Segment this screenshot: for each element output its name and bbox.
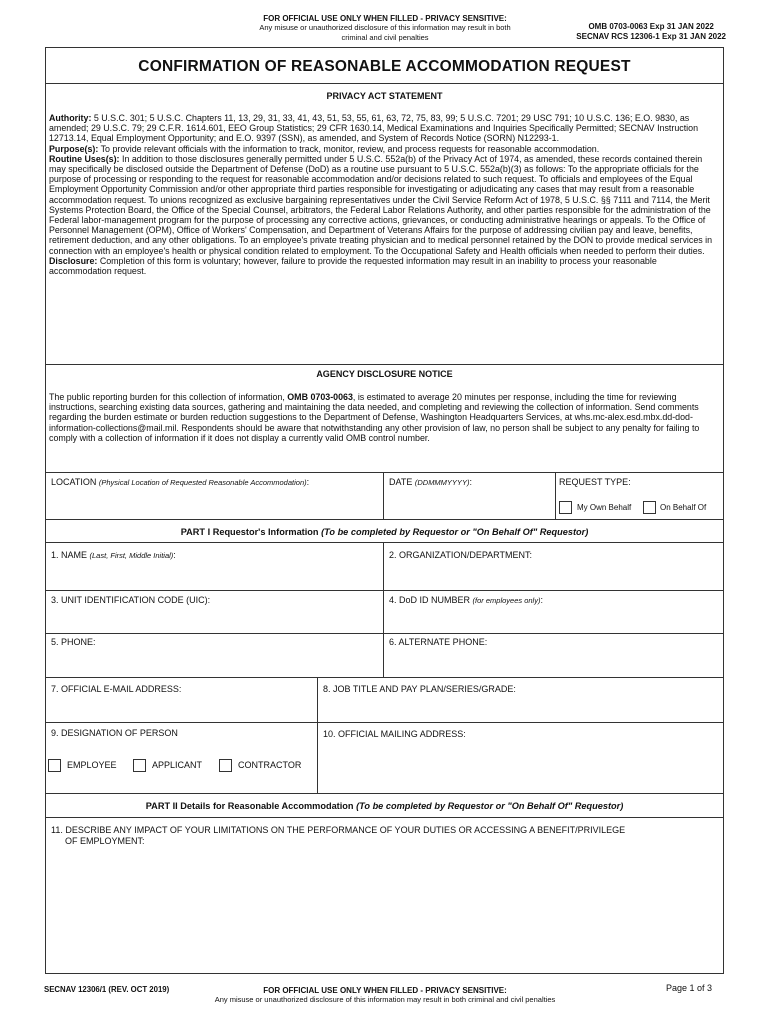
page-number: Page 1 of 3 [665,983,712,993]
footer-misuse: Any misuse or unauthorized disclosure of this information may result in both criminal and civil penalties [214,995,556,1004]
agency-disclosure-notice [49,392,719,443]
employee-checkbox[interactable] [48,759,61,772]
purpose-text: To provide relevant officials with the information to track, monitor, review, and process requests for reasonable accommodation. [100,143,600,154]
my-own-behalf-checkbox[interactable] [559,501,572,514]
dod-id-colon: : [540,595,543,605]
form-title: CONFIRMATION OF REASONABLE ACCOMMODATION REQUEST [138,58,631,75]
agency-text-a: The public reporting burden for this collection of information, [49,392,288,402]
email-field[interactable] [51,684,181,694]
alternate-phone-label: 6. ALTERNATE PHONE: [389,637,488,647]
routine-uses-text: In addition to those disclosures generally permitted under 5 U.S.C. 552a(b) of the Privacy Act of 1974, as amended, these records contained therein may specifically be disclosed outside the Department of Defense (DoD) as a routine use pursuant to 5 U.S.C. 552a(b)(3) as follows: To the appropriate officials for the purpose of processing or responding to the request for reasonable accommodation and/or decisions related to such request. To officials and employees of the Equal Employment Opportunity Commission and/or other appropriate third parties responsible for investigating or adjudicating any cases that may result from a reasonable accommodation request. To unions recognized as exclusive bargaining representatives under the Civil Service Reform Act of 1978, 5 U.S.C. §§ 7111 and 7114, the Merit Systems Protection Board, the Office of the Special Counsel, arbitrators, the Federal Labor Relations Authority, and other parties responsible for the administration of the Federal labor-management program for the purpose of processing any corrective actions, grievances, or conducting administrative hearings or appeals. To the Office of Personnel Management (OPM), Office of Workers' Compensation, and Department of Veterans Affairs for the purpose of addressing civilian pay and leave, benefits, retirement deduction, and any other obligations. To an employee's private treating physician and to medical personnel retained by the DON to provide medical services in connection with an employee's health or physical condition related to employment. To the Occupational Safety and Health officials when needed to perform their duties. [49,153,713,256]
privacy-act-statement [49,113,719,276]
date-label: DATE [389,477,413,487]
contractor-checkbox[interactable] [219,759,232,772]
date-colon: : [469,477,472,487]
uic-field[interactable] [51,595,210,605]
job-title-field[interactable] [323,684,516,694]
job-title-label: 8. JOB TITLE AND PAY PLAN/SERIES/GRADE: [323,684,516,694]
header-misuse-line2: criminal and civil penalties [341,33,429,42]
routine-uses-label: Routine Uses(s): [49,153,120,164]
impact-label-line1: 11. DESCRIBE ANY IMPACT OF YOUR LIMITATIONS ON THE PERFORMANCE OF YOUR DUTIES OR ACCESSING A BENEFIT/PRIVILEGE [51,825,626,835]
agency-text-b: , is estimated to average 20 minutes per response, including the time for reviewing instructions, searching existing data sources, gathering and maintaining the data needed, and completing and reviewing the collection of information. Send comments regarding the burden estimate or burden reduction suggestions to the Department of Defense, Washington Headquarters Services, at whs.mc-alex.esd.mbx.dd-dod-information-collections@mail.mil. Respondents should be aware that notwithstanding any other provision of law, no person shall be subject to any penalty for failing to comply with a collection of information if it does not display a currently valid OMB control number. [49,392,700,443]
divider [383,542,384,677]
dod-id-field[interactable] [389,595,543,605]
applicant-checkbox[interactable] [133,759,146,772]
employee-label: EMPLOYEE [67,760,117,770]
dod-id-hint: (for employees only) [472,596,541,605]
mailing-address-label: 10. OFFICIAL MAILING ADDRESS: [323,729,466,739]
rcs-number: SECNAV RCS 12306-1 Exp 31 JAN 2022 [576,32,726,41]
divider [45,633,724,634]
divider [45,793,724,794]
request-type-label: REQUEST TYPE: [559,477,631,487]
organization-label: 2. ORGANIZATION/DEPARTMENT: [389,550,533,560]
privacy-act-heading: PRIVACY ACT STATEMENT [326,91,443,101]
divider [555,472,556,519]
divider [45,364,724,365]
designation-label: 9. DESIGNATION OF PERSON [51,728,178,738]
phone-label: 5. PHONE: [51,637,96,647]
authority-text: 5 U.S.C. 301; 5 U.S.C. Chapters 11, 13, 29, 31, 33, 41, 43, 51, 53, 55, 61, 63, 72, 75, 83, 99; 5 U.S.C. 7201; 29 USC 791; 10 U.S.C. 136; E.O. 9830, as amended; 29 U.S.C. 79; 29 C.F.R. 1614.601, EEO Group Statistics; 29 CFR 1630.14, Medical Examinations and Inquiries Specifically Permitted; SECNAV Instruction 12713.14, Equal Employment Opportunity; and E.O. 9397 (SSN), as amended, and System of Records Notice (SORN) N12293-1. [49,113,699,144]
location-field[interactable] [51,477,309,487]
purpose-label: Purpose(s): [49,143,99,154]
part2-heading [45,801,724,811]
organization-field[interactable] [389,550,532,560]
date-field[interactable] [389,477,472,487]
footer-fouo: FOR OFFICIAL USE ONLY WHEN FILLED - PRIVACY SENSITIVE: [263,986,507,995]
part2-heading-note: (To be completed by Requestor or "On Behalf Of" Requestor) [356,801,624,811]
name-hint: (Last, First, Middle Initial) [89,551,174,560]
divider [45,472,724,473]
location-label: LOCATION [51,477,97,487]
divider [45,590,724,591]
divider [383,472,384,519]
mailing-address-field[interactable] [323,729,466,739]
part1-heading-text: PART I Requestor's Information [180,527,322,537]
agency-disclosure-heading: AGENCY DISCLOSURE NOTICE [316,369,453,379]
name-label: 1. NAME [51,550,90,560]
date-hint: (DDMMMYYYY) [414,478,470,487]
impact-label-line2: OF EMPLOYMENT: [65,836,145,846]
uic-label: 3. UNIT IDENTIFICATION CODE (UIC): [51,595,211,605]
agency-omb-number: OMB 0703-0063 [287,392,353,402]
impact-field[interactable] [51,825,625,847]
part2-heading-text: PART II Details for Reasonable Accommodation [145,801,357,811]
form-number: SECNAV 12306/1 (REV. OCT 2019) [44,985,170,994]
divider [45,722,724,723]
on-behalf-of-label: On Behalf Of [660,503,707,512]
name-field[interactable] [51,550,176,560]
omb-control [576,22,726,42]
dod-id-label: 4. DoD ID NUMBER [389,595,473,605]
header-misuse-line1: Any misuse or unauthorized disclosure of this information may result in both [259,23,511,32]
header-fouo: FOR OFFICIAL USE ONLY WHEN FILLED - PRIVACY SENSITIVE: [263,14,507,23]
disclosure-label: Disclosure: [49,255,98,266]
part1-heading [45,527,724,537]
footer-privacy-notice [160,986,610,1004]
omb-number: OMB 0703-0063 Exp 31 JAN 2022 [588,22,714,31]
authority-label: Authority: [49,113,92,123]
email-label: 7. OFFICIAL E-MAIL ADDRESS: [51,684,182,694]
location-colon: : [306,477,310,487]
on-behalf-of-checkbox[interactable] [643,501,656,514]
divider [45,817,724,818]
header-privacy-notice [210,14,560,43]
disclosure-text: Completion of this form is voluntary; however, failure to provide the requested information may result in an inability to process your reasonable accommodation request. [49,255,657,277]
divider [45,519,724,520]
divider [45,542,724,543]
name-colon: : [173,550,176,560]
contractor-label: CONTRACTOR [238,760,302,770]
part1-heading-note: (To be completed by Requestor or "On Behalf Of" Requestor) [321,527,589,537]
applicant-label: APPLICANT [152,760,203,770]
phone-field[interactable] [51,637,96,647]
alternate-phone-field[interactable] [389,637,487,647]
divider [45,677,724,678]
divider [317,677,318,793]
location-hint: (Physical Location of Requested Reasonable Accommodation) [98,478,307,487]
my-own-behalf-label: My Own Behalf [577,503,632,512]
divider [45,83,724,84]
